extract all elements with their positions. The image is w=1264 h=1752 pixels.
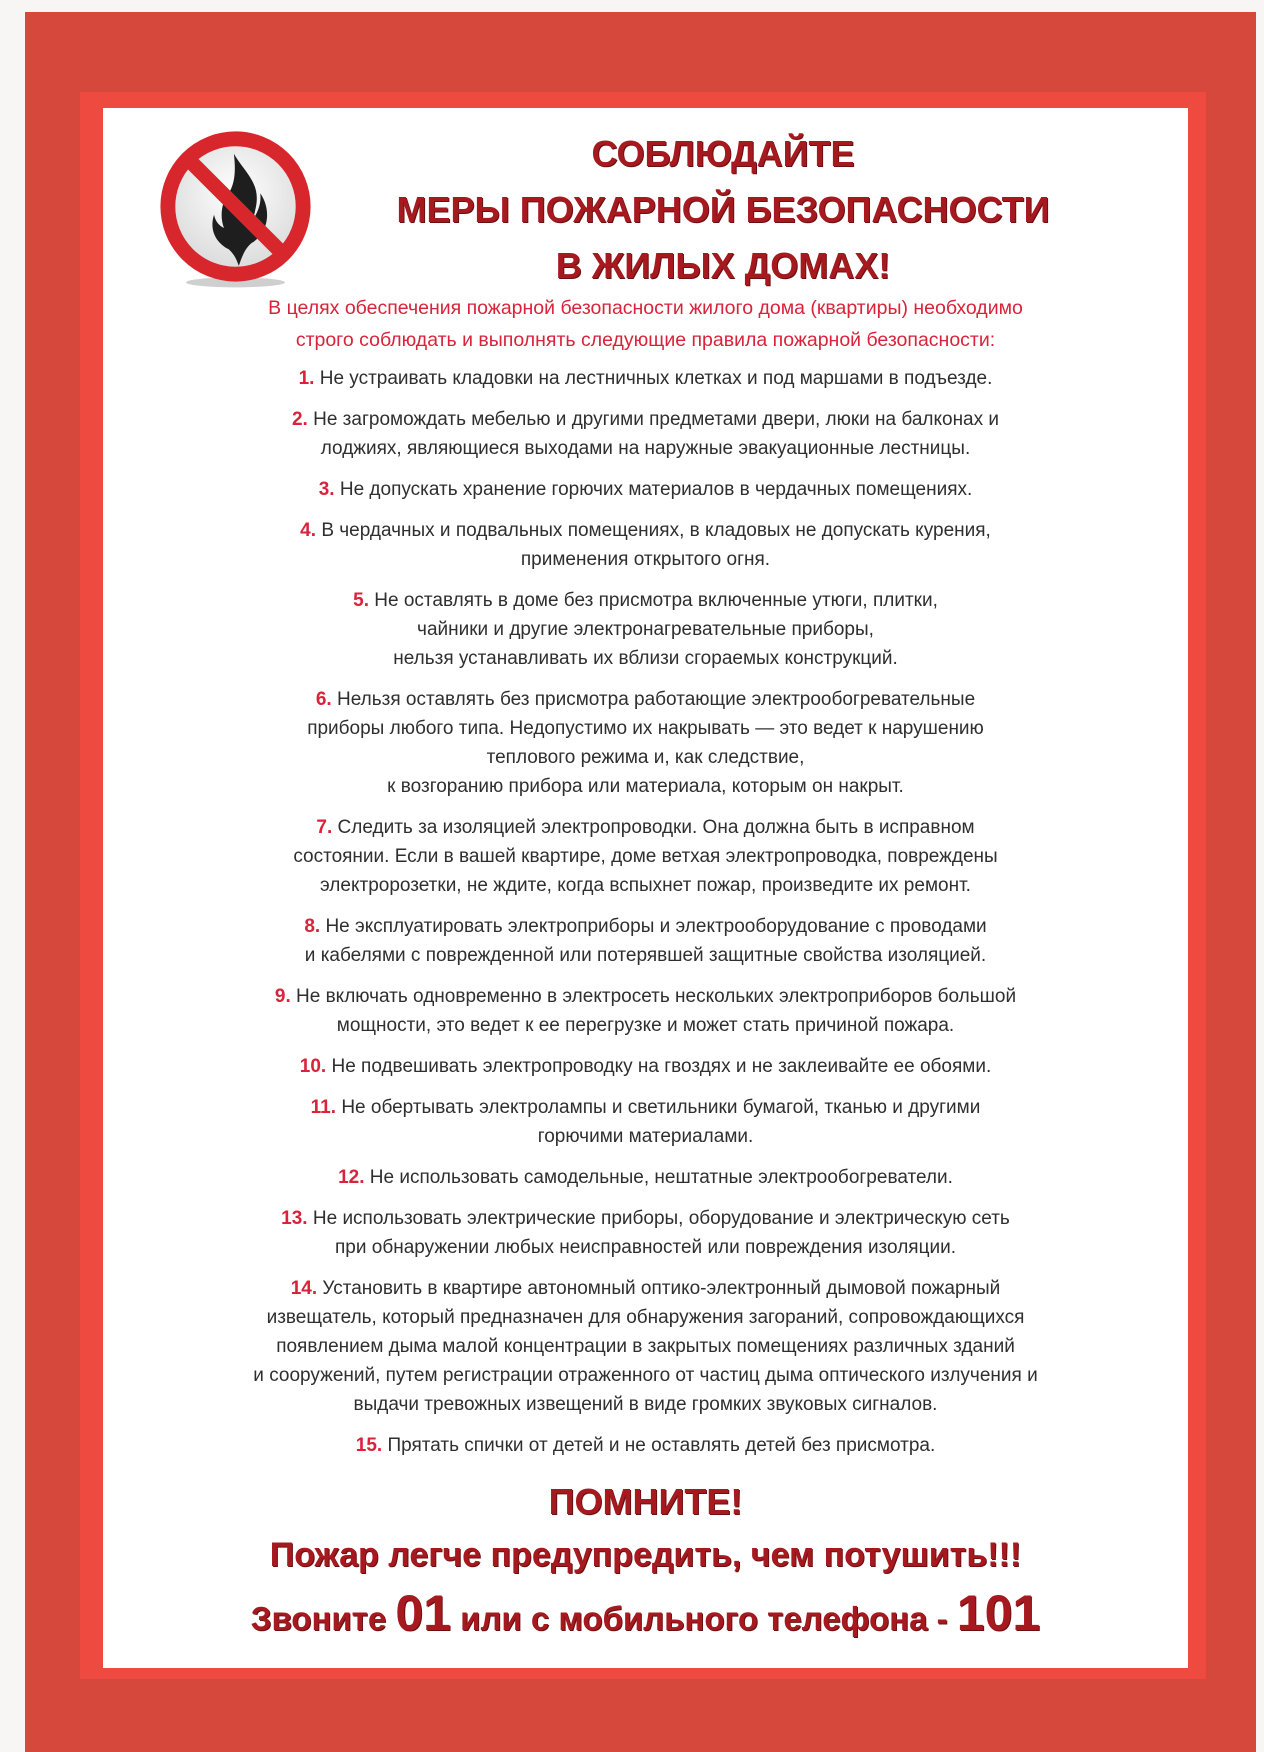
rule-line (103, 1303, 1188, 1332)
rule-text: Не включать одновременно в электросеть нескольких электроприборов большой (296, 986, 1017, 1007)
emergency-call-line (103, 1582, 1188, 1650)
rule-number: 10. (299, 1056, 327, 1077)
title-line-2: МЕРЫ ПОЖАРНОЙ БЕЗОПАСНОСТИ (396, 189, 1050, 230)
rule-text: теплового режима и, как следствие, (486, 747, 805, 768)
poster-title (333, 126, 1113, 294)
rule-line (103, 1332, 1188, 1361)
rule-text: В чердачных и подвальных помещениях, в кладовых не допускать курения, (321, 520, 991, 541)
rule-line (103, 1204, 1188, 1233)
rule-text: приборы любого типа. Недопустимо их накрывать — это ведет к нарушению (307, 718, 984, 739)
rule-line (103, 1163, 1188, 1192)
rule-line (103, 405, 1188, 434)
rule-number: 11. (310, 1097, 337, 1118)
rule-line (103, 743, 1188, 772)
rule-line (103, 364, 1188, 393)
rule-item (103, 982, 1188, 1040)
rule-text: Не оставлять в доме без присмотра включенные утюги, плитки, (374, 590, 938, 611)
rule-number: 15. (355, 1435, 383, 1456)
rule-number: 6. (315, 689, 332, 710)
rule-item (103, 685, 1188, 801)
rule-item (103, 1431, 1188, 1460)
rule-line (103, 1233, 1188, 1262)
rule-number: 5. (353, 590, 369, 611)
rule-item (103, 1163, 1188, 1192)
rule-item (103, 475, 1188, 504)
rule-text: Не загромождать мебелью и другими предметами двери, люки на балконах и (313, 409, 1000, 430)
rule-text: электророзетки, не ждите, когда вспыхнет пожар, произведите их ремонт. (320, 875, 971, 896)
rule-number: 13. (281, 1208, 308, 1229)
remember-title: ПОМНИТЕ! (548, 1481, 743, 1522)
rule-number: 14. (290, 1278, 318, 1299)
remember-block (103, 1476, 1188, 1650)
rule-line (103, 871, 1188, 900)
rule-item (103, 405, 1188, 463)
rule-text: Не использовать электрические приборы, оборудование и электрическую сеть (312, 1208, 1010, 1229)
rule-text: извещатель, который предназначен для обнаружения загораний, сопровождающихся (266, 1307, 1025, 1328)
rule-line (103, 1122, 1188, 1151)
rule-line (103, 1431, 1188, 1460)
rule-text: Не обертывать электролампы и светильники бумагой, тканью и другими (341, 1097, 981, 1118)
rule-line (103, 772, 1188, 801)
rule-text: к возгоранию прибора или материала, которым он накрыт. (387, 776, 904, 797)
rule-text: Не эксплуатировать электроприборы и электрооборудование с проводами (325, 916, 987, 937)
intro-line-1: В целях обеспечения пожарной безопасности жилого дома (квартиры) необходимо (268, 297, 1023, 319)
rule-line (103, 434, 1188, 463)
rule-item (103, 516, 1188, 574)
rule-line (103, 1361, 1188, 1390)
rule-line (103, 685, 1188, 714)
rule-text: чайники и другие электронагревательные приборы, (417, 619, 874, 640)
emergency-number-mobile: 101 (956, 1585, 1041, 1641)
rule-line (103, 1390, 1188, 1419)
rule-text: применения открытого огня. (520, 549, 771, 570)
rule-line (103, 842, 1188, 871)
rule-item (103, 1093, 1188, 1151)
rule-item (103, 586, 1188, 673)
poster-panel (103, 108, 1188, 1668)
rule-text: Не устраивать кладовки на лестничных клетках и под маршами в подъезде. (319, 368, 993, 389)
call-prefix: Звоните (250, 1600, 387, 1637)
rule-text: мощности, это ведет к ее перегрузке и может стать причиной пожара. (336, 1015, 955, 1036)
rule-text: и кабелями с поврежденной или потерявшей защитные свойства изоляцией. (304, 945, 987, 966)
rule-item (103, 912, 1188, 970)
rule-line (103, 516, 1188, 545)
rule-number: 8. (304, 916, 321, 937)
rule-text: Нельзя оставлять без присмотра работающие электрообогревательные (336, 689, 976, 710)
rule-text: Не допускать хранение горючих материалов в чердачных помещениях. (339, 479, 973, 500)
rule-line (103, 813, 1188, 842)
rule-text: при обнаружении любых неисправностей или повреждения изоляции. (335, 1237, 956, 1258)
rule-text: лоджиях, являющиеся выходами на наружные эвакуационные лестницы. (320, 438, 971, 459)
rule-item (103, 813, 1188, 900)
rule-line (103, 615, 1188, 644)
rule-number: 12. (338, 1167, 365, 1188)
rule-number: 9. (274, 986, 291, 1007)
intro-text (103, 292, 1188, 356)
rule-item (103, 1204, 1188, 1262)
rule-line (103, 545, 1188, 574)
rule-text: Установить в квартире автономный оптико-электронный дымовой пожарный (322, 1278, 1001, 1299)
rule-line (103, 1093, 1188, 1122)
rule-line (103, 1274, 1188, 1303)
rule-number: 2. (291, 409, 308, 430)
rule-number: 3. (318, 479, 335, 500)
rule-number: 7. (316, 817, 333, 838)
rule-line (103, 644, 1188, 673)
rule-text: и сооружений, путем регистрации отраженного от частиц дыма оптического излучения и (253, 1365, 1038, 1386)
rule-line (103, 1052, 1188, 1081)
rule-text: Не подвешивать электропроводку на гвоздях и не заклеивайте ее обоями. (331, 1056, 992, 1077)
rule-line (103, 475, 1188, 504)
title-line-3: В ЖИЛЫХ ДОМАХ! (555, 245, 891, 286)
no-open-flame-icon (153, 124, 318, 289)
rule-line (103, 1011, 1188, 1040)
rule-text: выдачи тревожных извещений в виде громких звуковых сигналов. (353, 1394, 938, 1415)
rule-text: состоянии. Если в вашей квартире, доме ветхая электропроводка, повреждены (293, 846, 998, 867)
rule-line (103, 941, 1188, 970)
rule-line (103, 982, 1188, 1011)
call-middle: или с мобильного телефона - (460, 1600, 948, 1637)
rule-line (103, 586, 1188, 615)
rule-text: Не использовать самодельные, нештатные электрообогреватели. (369, 1167, 953, 1188)
rule-text: Следить за изоляцией электропроводки. Она должна быть в исправном (337, 817, 975, 838)
rule-text: Прятать спички от детей и не оставлять детей без присмотра. (387, 1435, 936, 1456)
rule-line (103, 912, 1188, 941)
rule-number: 4. (300, 520, 317, 541)
rule-number: 1. (298, 368, 315, 389)
rules-list (103, 364, 1188, 1472)
rule-text: появлением дыма малой концентрации в закрытых помещениях различных зданий (276, 1336, 1015, 1357)
intro-line-2: строго соблюдать и выполнять следующие правила пожарной безопасности: (295, 329, 996, 351)
rule-text: горючими материалами. (537, 1126, 754, 1147)
rule-item (103, 364, 1188, 393)
rule-text: нельзя устанавливать их вблизи сгораемых конструкций. (393, 648, 898, 669)
rule-line (103, 714, 1188, 743)
rule-item (103, 1052, 1188, 1081)
emergency-number-landline: 01 (395, 1585, 451, 1641)
remember-slogan: Пожар легче предупредить, чем потушить!!! (269, 1536, 1022, 1574)
title-line-1: СОБЛЮДАЙТЕ (591, 133, 855, 174)
rule-item (103, 1274, 1188, 1419)
